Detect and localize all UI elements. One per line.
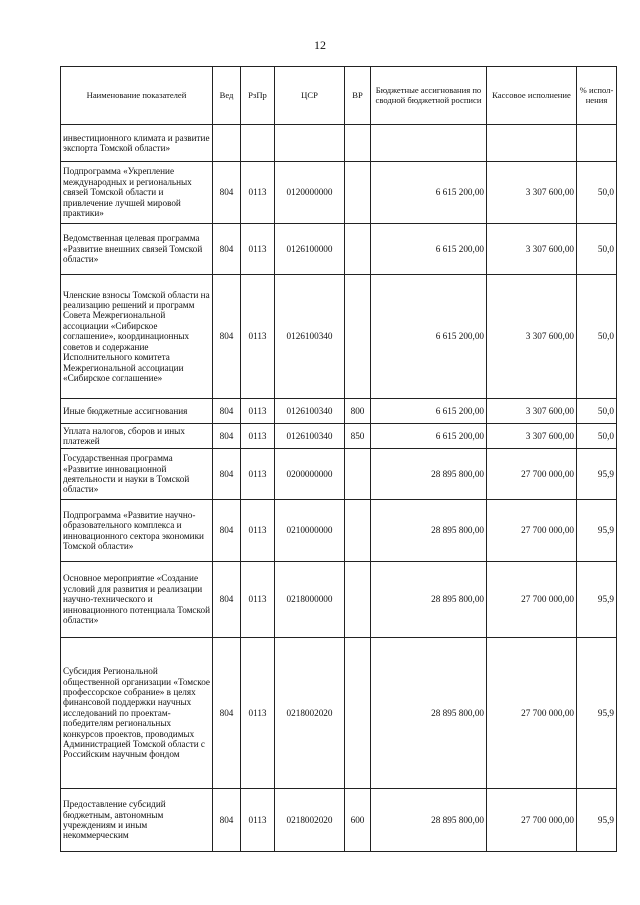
table-row [61, 638, 617, 789]
header-rzpr: РзПр [241, 67, 275, 125]
row-budget: 6 615 200,00 [371, 162, 487, 224]
table-row [61, 500, 617, 562]
row-csr: 0218002020 [275, 789, 345, 852]
row-percent: 50,0 [577, 424, 617, 449]
table-row [61, 562, 617, 638]
row-cash: 27 700 000,00 [487, 500, 577, 562]
table-row [61, 789, 617, 852]
row-name: Уплата налогов, сборов и иных платежей [61, 424, 213, 449]
row-vr: 600 [345, 789, 371, 852]
row-ved: 804 [213, 162, 241, 224]
row-rzpr: 0113 [241, 638, 275, 789]
row-rzpr: 0113 [241, 224, 275, 275]
row-cash: 3 307 600,00 [487, 424, 577, 449]
row-budget: 28 895 800,00 [371, 562, 487, 638]
row-rzpr: 0113 [241, 562, 275, 638]
row-name: Предоставление субсидий бюджетным, автономным учреждениям и иным некоммерческим [61, 789, 213, 852]
row-percent: 50,0 [577, 162, 617, 224]
row-csr: 0126100000 [275, 224, 345, 275]
row-percent: 95,9 [577, 638, 617, 789]
row-vr [345, 275, 371, 399]
table-row [61, 162, 617, 224]
row-budget: 6 615 200,00 [371, 424, 487, 449]
row-cash: 3 307 600,00 [487, 224, 577, 275]
row-budget: 28 895 800,00 [371, 638, 487, 789]
row-ved: 804 [213, 500, 241, 562]
row-percent: 95,9 [577, 562, 617, 638]
row-name: Ведомственная целевая программа «Развитие внешних связей Томской области» [61, 224, 213, 275]
row-name: Государственная программа «Развитие инновационной деятельности и науки в Томской области» [61, 449, 213, 500]
row-cash: 27 700 000,00 [487, 789, 577, 852]
row-ved: 804 [213, 399, 241, 424]
row-name: Подпрограмма «Укрепление международных и региональных связей Томской области и привлечение лучшей мировой практики» [61, 162, 213, 224]
row-ved: 804 [213, 789, 241, 852]
row-budget: 6 615 200,00 [371, 224, 487, 275]
row-cash: 27 700 000,00 [487, 449, 577, 500]
row-ved: 804 [213, 275, 241, 399]
row-name: Субсидия Региональной общественной организации «Томское профессорское собрание» в целях финансовой поддержки научных исследований по проектам-победителям региональных конкурсов проектов, проводимых Администрацией Томской области с Российским научным фондом [61, 638, 213, 789]
table-row [61, 399, 617, 424]
row-rzpr: 0113 [241, 789, 275, 852]
row-percent: 50,0 [577, 399, 617, 424]
header-ved: Вед [213, 67, 241, 125]
row-percent: 95,9 [577, 500, 617, 562]
row-vr: 800 [345, 399, 371, 424]
row-cash [487, 125, 577, 162]
row-rzpr: 0113 [241, 449, 275, 500]
row-rzpr: 0113 [241, 399, 275, 424]
row-budget: 28 895 800,00 [371, 789, 487, 852]
row-cash: 3 307 600,00 [487, 399, 577, 424]
row-csr [275, 125, 345, 162]
row-ved: 804 [213, 449, 241, 500]
row-ved [213, 125, 241, 162]
row-csr: 0126100340 [275, 399, 345, 424]
row-ved: 804 [213, 562, 241, 638]
row-cash: 3 307 600,00 [487, 162, 577, 224]
row-rzpr: 0113 [241, 500, 275, 562]
row-name: Основное мероприятие «Создание условий для развития и реализации научно-технического и инновационного потенциала Томской области» [61, 562, 213, 638]
row-budget: 28 895 800,00 [371, 449, 487, 500]
row-rzpr: 0113 [241, 162, 275, 224]
row-name: Членские взносы Томской области на реализацию решений и программ Совета Межрегиональной ассоциации «Сибирское соглашение», координационных советов и содержание Исполнительного комитета Межрегиональной ассоциации «Сибирское соглашение» [61, 275, 213, 399]
row-cash: 3 307 600,00 [487, 275, 577, 399]
row-vr [345, 449, 371, 500]
row-csr: 0126100340 [275, 424, 345, 449]
row-ved: 804 [213, 224, 241, 275]
row-vr [345, 500, 371, 562]
table-header-row [61, 67, 617, 125]
row-vr [345, 125, 371, 162]
header-vr: ВР [345, 67, 371, 125]
row-budget: 6 615 200,00 [371, 275, 487, 399]
table-row [61, 275, 617, 399]
row-vr [345, 562, 371, 638]
budget-execution-table [60, 66, 617, 852]
row-cash: 27 700 000,00 [487, 562, 577, 638]
row-csr: 0120000000 [275, 162, 345, 224]
header-budget: Бюджетные ассигнования по сводной бюджетной росписи [371, 67, 487, 125]
row-csr: 0200000000 [275, 449, 345, 500]
table-row [61, 449, 617, 500]
row-percent: 95,9 [577, 449, 617, 500]
row-percent [577, 125, 617, 162]
row-csr: 0126100340 [275, 275, 345, 399]
row-vr: 850 [345, 424, 371, 449]
row-ved: 804 [213, 638, 241, 789]
row-rzpr: 0113 [241, 275, 275, 399]
header-csr: ЦСР [275, 67, 345, 125]
row-percent: 95,9 [577, 789, 617, 852]
row-csr: 0210000000 [275, 500, 345, 562]
row-budget [371, 125, 487, 162]
row-cash: 27 700 000,00 [487, 638, 577, 789]
row-budget: 28 895 800,00 [371, 500, 487, 562]
table-row [61, 125, 617, 162]
row-budget: 6 615 200,00 [371, 399, 487, 424]
table-row [61, 424, 617, 449]
row-csr: 0218000000 [275, 562, 345, 638]
row-name: Иные бюджетные ассигнования [61, 399, 213, 424]
row-csr: 0218002020 [275, 638, 345, 789]
header-cash: Кассовое исполнение [487, 67, 577, 125]
page-number: 12 [314, 38, 326, 52]
row-percent: 50,0 [577, 224, 617, 275]
row-vr [345, 224, 371, 275]
row-rzpr: 0113 [241, 424, 275, 449]
row-rzpr [241, 125, 275, 162]
header-name: Наименование показателей [61, 67, 213, 125]
row-name: Подпрограмма «Развитие научно-образовательного комплекса и инновационного сектора экономики Томской области» [61, 500, 213, 562]
row-name: инвестиционного климата и развитие экспорта Томской области» [61, 125, 213, 162]
row-vr [345, 638, 371, 789]
row-ved: 804 [213, 424, 241, 449]
header-percent: % испол-нения [577, 67, 617, 125]
row-vr [345, 162, 371, 224]
table-row [61, 224, 617, 275]
row-percent: 50,0 [577, 275, 617, 399]
